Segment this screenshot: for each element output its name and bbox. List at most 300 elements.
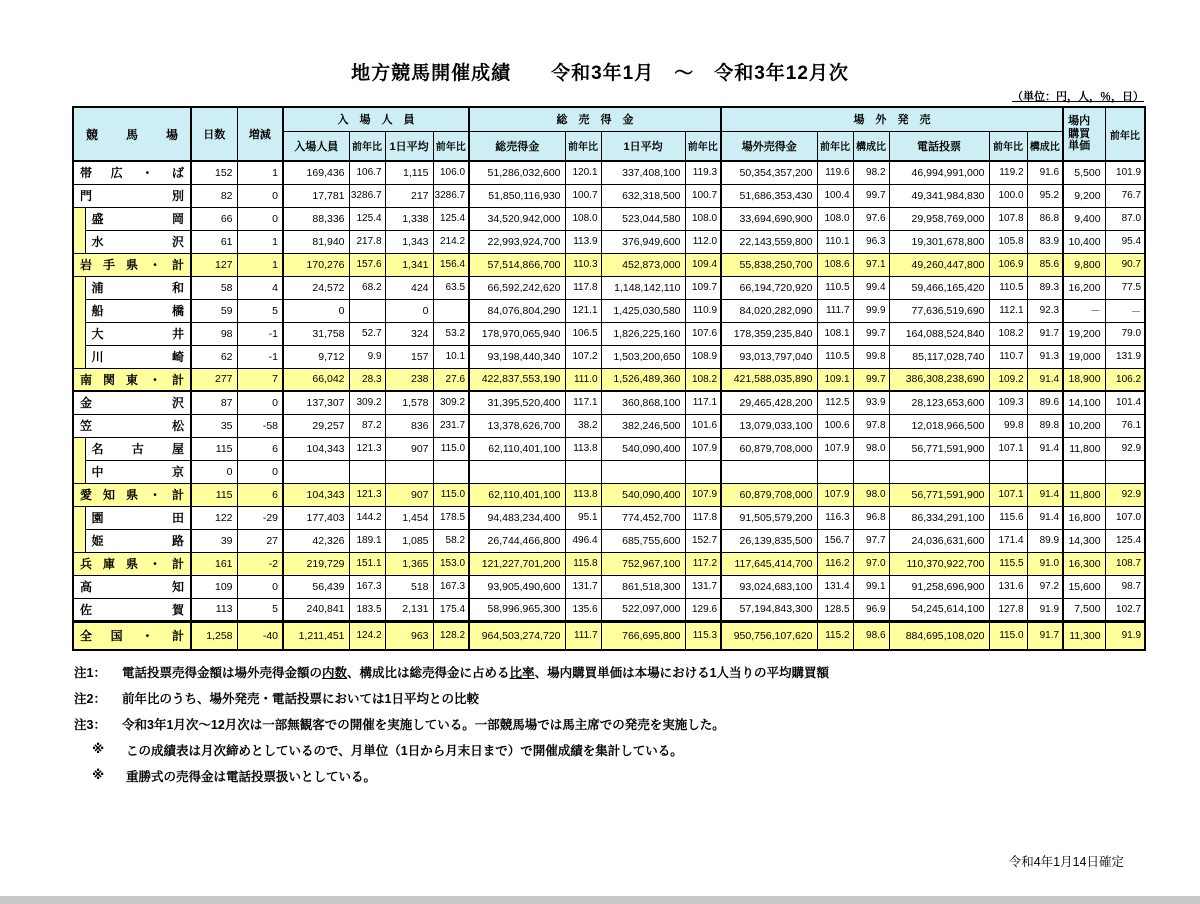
cell: 87 — [191, 391, 237, 414]
cell: 12,018,966,500 — [889, 414, 989, 437]
cell: 1,115 — [385, 161, 433, 184]
cell: 97.1 — [853, 253, 889, 276]
cell: 122 — [191, 506, 237, 529]
cell: 93,905,490,600 — [469, 575, 565, 598]
cell: 540,090,400 — [601, 437, 685, 460]
cell: 0 — [237, 460, 283, 483]
cell: 61 — [191, 230, 237, 253]
footnote-label: 注1： — [74, 666, 106, 680]
cell: 9,200 — [1063, 184, 1105, 207]
cell: 99.7 — [853, 368, 889, 391]
cell: 26,744,466,800 — [469, 529, 565, 552]
cell — [817, 460, 853, 483]
col-header-offtrack-sales: 場外売得金 — [721, 131, 817, 161]
cell: 2,131 — [385, 598, 433, 621]
cell: 116.3 — [817, 506, 853, 529]
cell: -40 — [237, 621, 283, 650]
cell: 101.6 — [685, 414, 721, 437]
cell: 91,258,696,900 — [889, 575, 989, 598]
footnote-label: 注3： — [74, 718, 106, 732]
cell: 62,110,401,100 — [469, 483, 565, 506]
racecourse-name: 岩 手 県 ・ 計 — [73, 253, 191, 276]
cell: 1 — [237, 230, 283, 253]
cell: 1,578 — [385, 391, 433, 414]
cell: 107.9 — [817, 483, 853, 506]
cell: 1,425,030,580 — [601, 299, 685, 322]
cell: 131.6 — [989, 575, 1027, 598]
cell: 99.8 — [853, 345, 889, 368]
footnote-label: ※ — [92, 742, 105, 756]
cell: 91.0 — [1027, 552, 1063, 575]
cell: 11,300 — [1063, 621, 1105, 650]
cell: 115.2 — [817, 621, 853, 650]
cell — [349, 299, 385, 322]
cell: 31,395,520,400 — [469, 391, 565, 414]
cell — [469, 460, 565, 483]
cell: 189.1 — [349, 529, 385, 552]
cell: 63.5 — [433, 276, 469, 299]
confirmed-date: 令和4年1月14日確定 — [1008, 855, 1124, 869]
cell: 66,194,720,920 — [721, 276, 817, 299]
cell: 766,695,800 — [601, 621, 685, 650]
cell: 96.9 — [853, 598, 889, 621]
cell: 97.6 — [853, 207, 889, 230]
racecourse-name: 愛 知 県 ・ 計 — [73, 483, 191, 506]
cell: 101.9 — [1105, 161, 1145, 184]
cell: 97.0 — [853, 552, 889, 575]
cell: 99.1 — [853, 575, 889, 598]
cell: 11,800 — [1063, 483, 1105, 506]
cell — [433, 460, 469, 483]
cell: 89.8 — [1027, 414, 1063, 437]
cell: 109.7 — [685, 276, 721, 299]
cell: 1 — [237, 161, 283, 184]
cell: 137,307 — [283, 391, 349, 414]
cell: 98.6 — [853, 621, 889, 650]
cell: 10,400 — [1063, 230, 1105, 253]
cell: 309.2 — [349, 391, 385, 414]
cell: 119.6 — [817, 161, 853, 184]
cell: 82 — [191, 184, 237, 207]
cell: 56,771,591,900 — [889, 483, 989, 506]
racecourse-name: 金 沢 — [73, 391, 191, 414]
cell: 27.6 — [433, 368, 469, 391]
cell: 19,301,678,800 — [889, 230, 989, 253]
cell: 117.1 — [565, 391, 601, 414]
cell: 117.8 — [685, 506, 721, 529]
cell: 77,636,519,690 — [889, 299, 989, 322]
cell: 121,227,701,200 — [469, 552, 565, 575]
col-header-phone-yoy: 前年比 — [989, 131, 1027, 161]
cell: 1,454 — [385, 506, 433, 529]
cell: 91.7 — [1027, 322, 1063, 345]
cell: 17,781 — [283, 184, 349, 207]
cell: 496.4 — [565, 529, 601, 552]
cell: 774,452,700 — [601, 506, 685, 529]
cell: 58 — [191, 276, 237, 299]
cell: 121.3 — [349, 437, 385, 460]
cell: 29,257 — [283, 414, 349, 437]
cell: 152.7 — [685, 529, 721, 552]
table-row — [73, 276, 1145, 299]
cell: 95.1 — [565, 506, 601, 529]
cell: 110.5 — [817, 345, 853, 368]
footnote-text: この成績表は月次締めとしているので、月単位（1日から月末日まで）で開催成績を集計している。 — [126, 744, 683, 758]
cell: 183.5 — [349, 598, 385, 621]
footnote-text: 電話投票売得金額は場外売得金額の内数、構成比は総売得金に占める比率、場内購買単価は本場における1人当りの平均購買額 — [122, 666, 830, 680]
cell: 57,514,866,700 — [469, 253, 565, 276]
cell: 84,076,804,290 — [469, 299, 565, 322]
cell: 171.4 — [989, 529, 1027, 552]
cell: 153.0 — [433, 552, 469, 575]
cell: 522,097,000 — [601, 598, 685, 621]
cell: 152 — [191, 161, 237, 184]
indent-strip — [73, 529, 85, 552]
footnote-2 — [74, 689, 1200, 707]
cell: 93,198,440,340 — [469, 345, 565, 368]
footnote-text: 令和3年1月次～12月次は一部無観客での開催を実施している。一部競馬場では馬主席での発売を実施した。 — [122, 718, 725, 732]
cell: 107.9 — [817, 437, 853, 460]
col-header-att-yoy: 前年比 — [349, 131, 385, 161]
cell: 99.7 — [853, 322, 889, 345]
cell: 107.1 — [989, 483, 1027, 506]
group-header-attendance: 入 場 人 員 — [283, 107, 469, 131]
cell: 98.0 — [853, 437, 889, 460]
cell: 110.1 — [817, 230, 853, 253]
table-row — [73, 345, 1145, 368]
col-header-offtrack-yoy: 前年比 — [817, 131, 853, 161]
cell: 9,400 — [1063, 207, 1105, 230]
cell: 9,712 — [283, 345, 349, 368]
cell: 57,194,843,300 — [721, 598, 817, 621]
indent-strip — [73, 345, 85, 368]
racecourse-name: 大 井 — [85, 322, 191, 345]
cell: 56,771,591,900 — [889, 437, 989, 460]
cell: 119.3 — [685, 161, 721, 184]
footnote-1 — [74, 663, 1200, 681]
table-row — [73, 575, 1145, 598]
cell: 38.2 — [565, 414, 601, 437]
cell: 111.7 — [817, 299, 853, 322]
cell: 85,117,028,740 — [889, 345, 989, 368]
cell: 131.7 — [565, 575, 601, 598]
cell: 107.6 — [685, 322, 721, 345]
table-row — [73, 391, 1145, 414]
cell: 68.2 — [349, 276, 385, 299]
cell: 100.4 — [817, 184, 853, 207]
cell: 1,148,142,110 — [601, 276, 685, 299]
cell: 100.7 — [685, 184, 721, 207]
cell: 90.7 — [1105, 253, 1145, 276]
cell: 89.3 — [1027, 276, 1063, 299]
cell: 22,143,559,800 — [721, 230, 817, 253]
cell: 424 — [385, 276, 433, 299]
cell: 55,838,250,700 — [721, 253, 817, 276]
cell: 66 — [191, 207, 237, 230]
cell: 177,403 — [283, 506, 349, 529]
cell: 66,592,242,620 — [469, 276, 565, 299]
cell — [853, 460, 889, 483]
cell: 324 — [385, 322, 433, 345]
table-row — [73, 230, 1145, 253]
cell: 1 — [237, 253, 283, 276]
cell: 309.2 — [433, 391, 469, 414]
cell: 91.4 — [1027, 483, 1063, 506]
table-row — [73, 299, 1145, 322]
cell: 1,085 — [385, 529, 433, 552]
table-row — [73, 414, 1145, 437]
cell: 84,020,282,090 — [721, 299, 817, 322]
cell: 115.3 — [685, 621, 721, 650]
cell: 109.4 — [685, 253, 721, 276]
col-header-offtrack-share: 構成比 — [853, 131, 889, 161]
cell: 5 — [237, 299, 283, 322]
cell: 87.2 — [349, 414, 385, 437]
cell: 95.4 — [1105, 230, 1145, 253]
col-header-change: 増減 — [237, 107, 283, 161]
cell: 907 — [385, 483, 433, 506]
cell: 91.7 — [1027, 621, 1063, 650]
cell: 131.4 — [817, 575, 853, 598]
cell: 907 — [385, 437, 433, 460]
cell: 108.6 — [817, 253, 853, 276]
cell: 50,354,357,200 — [721, 161, 817, 184]
cell: 98.0 — [853, 483, 889, 506]
cell: 104,343 — [283, 437, 349, 460]
indent-strip — [73, 437, 85, 460]
cell: 91.4 — [1027, 437, 1063, 460]
cell: 110,370,922,700 — [889, 552, 989, 575]
cell: 100.7 — [565, 184, 601, 207]
cell: 5 — [237, 598, 283, 621]
cell: － — [1063, 299, 1105, 322]
cell: 1,343 — [385, 230, 433, 253]
cell — [685, 460, 721, 483]
cell: 128.5 — [817, 598, 853, 621]
cell: 95.2 — [1027, 184, 1063, 207]
cell: 51,686,353,430 — [721, 184, 817, 207]
cell: 156.4 — [433, 253, 469, 276]
cell: 3286.7 — [433, 184, 469, 207]
table-row — [73, 322, 1145, 345]
cell: 217 — [385, 184, 433, 207]
cell: 107.8 — [989, 207, 1027, 230]
cell: 117.1 — [685, 391, 721, 414]
cell: 157.6 — [349, 253, 385, 276]
cell: 106.5 — [565, 322, 601, 345]
indent-strip — [73, 207, 85, 230]
racecourse-name: 南 関 東 ・ 計 — [73, 368, 191, 391]
table-row — [73, 437, 1145, 460]
table-body — [73, 161, 1145, 650]
col-header-att-avg-yoy: 前年比 — [433, 131, 469, 161]
cell: 4 — [237, 276, 283, 299]
cell: 125.4 — [433, 207, 469, 230]
cell: 110.3 — [565, 253, 601, 276]
cell: 178,359,235,840 — [721, 322, 817, 345]
cell: 170,276 — [283, 253, 349, 276]
cell: 13,378,626,700 — [469, 414, 565, 437]
cell: 518 — [385, 575, 433, 598]
cell: 108.1 — [817, 322, 853, 345]
col-header-sales-avg-yoy: 前年比 — [685, 131, 721, 161]
table-row — [73, 184, 1145, 207]
cell: 60,879,708,000 — [721, 437, 817, 460]
cell: 452,873,000 — [601, 253, 685, 276]
cell: 79.0 — [1105, 322, 1145, 345]
cell: 66,042 — [283, 368, 349, 391]
cell: 277 — [191, 368, 237, 391]
cell: 109.3 — [989, 391, 1027, 414]
cell: 39 — [191, 529, 237, 552]
cell: 144.2 — [349, 506, 385, 529]
indent-strip — [73, 322, 85, 345]
cell: 752,967,100 — [601, 552, 685, 575]
cell: 632,318,500 — [601, 184, 685, 207]
cell: 110.5 — [989, 276, 1027, 299]
cell: 42,326 — [283, 529, 349, 552]
cell: 54,245,614,100 — [889, 598, 989, 621]
cell: 76.1 — [1105, 414, 1145, 437]
cell: 836 — [385, 414, 433, 437]
racecourse-name: 名 古 屋 — [85, 437, 191, 460]
cell: 33,694,690,900 — [721, 207, 817, 230]
cell: 386,308,238,690 — [889, 368, 989, 391]
cell: 113.9 — [565, 230, 601, 253]
cell — [349, 460, 385, 483]
header-row-groups — [73, 107, 1145, 131]
indent-strip — [73, 299, 85, 322]
cell: 109 — [191, 575, 237, 598]
cell: 101.4 — [1105, 391, 1145, 414]
cell: 1,338 — [385, 207, 433, 230]
cell — [889, 460, 989, 483]
cell: 337,408,100 — [601, 161, 685, 184]
cell: 3286.7 — [349, 184, 385, 207]
cell — [1027, 460, 1063, 483]
cell: 83.9 — [1027, 230, 1063, 253]
cell: 178.5 — [433, 506, 469, 529]
cell: 120.1 — [565, 161, 601, 184]
cell: 92.9 — [1105, 483, 1145, 506]
cell — [601, 460, 685, 483]
footnote-text: 前年比のうち、場外発売・電話投票においては1日平均との比較 — [122, 692, 479, 706]
cell: 156.7 — [817, 529, 853, 552]
cell: 16,200 — [1063, 276, 1105, 299]
cell: 53.2 — [433, 322, 469, 345]
cell: 81,940 — [283, 230, 349, 253]
cell: 98.7 — [1105, 575, 1145, 598]
racecourse-name: 姫 路 — [85, 529, 191, 552]
cell: 59,466,165,420 — [889, 276, 989, 299]
cell: 115.0 — [433, 437, 469, 460]
page-title: 地方競馬開催成績 令和3年1月 ～ 令和3年12月次 — [351, 63, 849, 84]
cell: 91.4 — [1027, 506, 1063, 529]
cell: 18,900 — [1063, 368, 1105, 391]
cell: 157 — [385, 345, 433, 368]
cell: 49,341,984,830 — [889, 184, 989, 207]
cell: 29,465,428,200 — [721, 391, 817, 414]
cell: 108.2 — [989, 322, 1027, 345]
cell: 376,949,600 — [601, 230, 685, 253]
indent-strip — [73, 460, 85, 483]
cell: 62 — [191, 345, 237, 368]
cell: 106.7 — [349, 161, 385, 184]
cell: 91.9 — [1105, 621, 1145, 650]
col-header-phone-share: 構成比 — [1027, 131, 1063, 161]
cell: 121.3 — [349, 483, 385, 506]
cell: 1,526,489,360 — [601, 368, 685, 391]
cell: 111.7 — [565, 621, 601, 650]
table-row — [73, 552, 1145, 575]
cell: 117.2 — [685, 552, 721, 575]
cell: -2 — [237, 552, 283, 575]
footnote-text: 重勝式の売得金は電話投票扱いとしている。 — [126, 770, 377, 784]
cell: 421,588,035,890 — [721, 368, 817, 391]
indent-strip — [73, 506, 85, 529]
footnote-label: ※ — [92, 768, 105, 782]
racecourse-name: 船 橋 — [85, 299, 191, 322]
cell: 164,088,524,840 — [889, 322, 989, 345]
cell: 31,758 — [283, 322, 349, 345]
cell: 28.3 — [349, 368, 385, 391]
cell: 238 — [385, 368, 433, 391]
cell: 117,645,414,700 — [721, 552, 817, 575]
cell: 14,300 — [1063, 529, 1105, 552]
cell: 96.8 — [853, 506, 889, 529]
cell: 119.2 — [989, 161, 1027, 184]
cell: 108.9 — [685, 345, 721, 368]
cell: 7,500 — [1063, 598, 1105, 621]
cell: 91,505,579,200 — [721, 506, 817, 529]
cell: 87.0 — [1105, 207, 1145, 230]
cell: 131.9 — [1105, 345, 1145, 368]
unit-note: （単位：円，人，％，日） — [1012, 91, 1144, 103]
cell: 107.2 — [565, 345, 601, 368]
racecourse-name: 川 崎 — [85, 345, 191, 368]
col-header-att-daily-avg: 1日平均 — [385, 131, 433, 161]
cell: 19,000 — [1063, 345, 1105, 368]
cell: 10.1 — [433, 345, 469, 368]
cell: 22,993,924,700 — [469, 230, 565, 253]
cell: 113.8 — [565, 483, 601, 506]
cell: 161 — [191, 552, 237, 575]
cell: 5,500 — [1063, 161, 1105, 184]
cell: 97.7 — [853, 529, 889, 552]
results-table — [72, 106, 1146, 651]
cell: 89.6 — [1027, 391, 1063, 414]
cell: 129.6 — [685, 598, 721, 621]
cell: 97.2 — [1027, 575, 1063, 598]
cell: 115 — [191, 437, 237, 460]
cell: 111.0 — [565, 368, 601, 391]
cell: 116.2 — [817, 552, 853, 575]
cell: 34,520,942,000 — [469, 207, 565, 230]
cell: 6 — [237, 483, 283, 506]
cell: 178,970,065,940 — [469, 322, 565, 345]
cell — [565, 460, 601, 483]
col-header-unit-price: 場内購買単価 — [1063, 107, 1105, 161]
cell — [1063, 460, 1105, 483]
cell: 100.0 — [989, 184, 1027, 207]
cell: 214.2 — [433, 230, 469, 253]
cell: 108.0 — [565, 207, 601, 230]
footnote-3 — [74, 715, 1200, 733]
cell: 91.3 — [1027, 345, 1063, 368]
cell: 115.0 — [989, 621, 1027, 650]
cell: 382,246,500 — [601, 414, 685, 437]
cell: 1,826,225,160 — [601, 322, 685, 345]
